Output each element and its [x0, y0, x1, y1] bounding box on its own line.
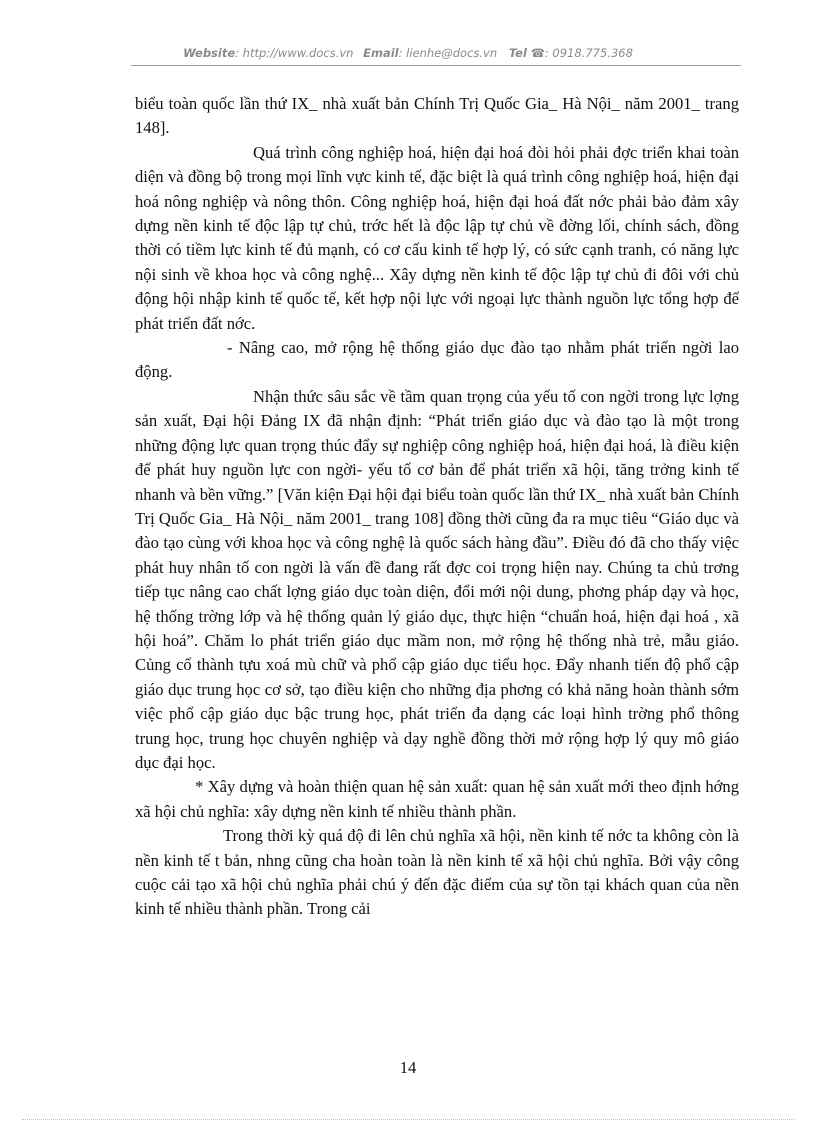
- page-header: [0, 46, 816, 60]
- paragraph: * Xây dựng và hoàn thiện quan hệ sản xuất: quan hệ sản xuất mới theo định hớng xã hội chủ nghĩa: xây dựng nền kinh tế nhiều thành phần.: [135, 777, 739, 821]
- paragraph: biểu toàn quốc lần thứ IX_ nhà xuất bản Chính Trị Quốc Gia_ Hà Nội_ năm 2001_ trang 148].: [135, 94, 739, 138]
- document-body: [135, 92, 739, 922]
- paragraph: Quá trình công nghiệp hoá, hiện đại hoá đòi hỏi phải đợc triển khai toàn diện và đồng bộ trong mọi lĩnh vực kinh tế, đặc biệt là quá trình công nghiệp hoá, hiện đại hoá nông nghiệp và nông thôn. Công nghiệp hoá, hiện đại hoá đất nớc phải bảo đảm xây dựng nền kinh tế độc lập tự chủ, trớc hết là độc lập tự chủ về đờng lối, chính sách, đồng thời có tiềm lực kinh tế đủ mạnh, có cơ cấu kinh tế hợp lý, có sức cạnh tranh, có năng lực nội sinh về khoa học và công nghệ... Xây dựng nền kinh tế độc lập tự chủ đi đôi với chủ động hội nhập kinh tế quốc tế, kết hợp nội lực với ngoại lực thành nguồn lực tổng hợp để phát triển đất nớc.: [135, 142, 739, 333]
- website-value: : http://www.docs.vn: [235, 46, 354, 60]
- paragraph: Trong thời kỳ quá độ đi lên chủ nghĩa xã hội, nền kinh tế nớc ta không còn là nền kinh tế t bản, nhng cũng cha hoàn toàn là nền kinh tế xã hội chủ nghĩa. Bởi vậy công cuộc cải tạo xã hội chủ nghĩa phải chú ý đến đặc điểm của sự tồn tại khách quan của nền kinh tế nhiều thành phần. Trong cải: [135, 826, 739, 919]
- header-divider: [131, 65, 741, 66]
- email-value: : lienhe@docs.vn: [398, 46, 498, 60]
- page-number: 14: [399, 1058, 417, 1077]
- tel-label: Tel: [508, 46, 527, 60]
- email-label: Email: [363, 46, 399, 60]
- tel-value: : 0918.775.368: [544, 46, 633, 60]
- footer-divider: [22, 1119, 794, 1120]
- phone-icon: ☎: [530, 46, 545, 60]
- paragraph: Nhận thức sâu sắc về tầm quan trọng của yếu tố con ngời trong lực lợng sản xuất, Đại hội Đảng IX đã nhận định: “Phát triển giáo dục và đào tạo là một trong những động lực quan trọng thúc đẩy sự nghiệp công nghiệp hoá, hiện đại hoá, là điều kiện để phát huy nguồn lực con ngời- yếu tố cơ bản để phát triển xã hội, tăng trởng kinh tế nhanh và bền vững.” [Văn kiện Đại hội đại biểu toàn quốc lần thứ IX_ nhà xuất bản Chính Trị Quốc Gia_ Hà Nội_ năm 2001_ trang 108] đồng thời cũng đa ra mục tiêu “Giáo dục và đào tạo cùng với khoa học và công nghệ là quốc sách hàng đầu”. Điều đó đã cho thấy việc phát huy nhân tố con ngời là vấn đề đang rất đợc coi trọng hiện nay. Chúng ta chủ trơng tiếp tục nâng cao chất lợng giáo dục toàn diện, đổi mới nội dung, phơng pháp dạy và học, hệ thống trờng lớp và hệ thống quản lý giáo dục, thực hiện “chuẩn hoá, hiện đại hoá , xã hội hoá”. Chăm lo phát triển giáo dục mầm non, mở rộng hệ thống nhà trẻ, mẫu giáo. Củng cố thành tựu xoá mù chữ và phổ cập giáo dục tiểu học. Đẩy nhanh tiến độ phổ cập giáo dục trung học cơ sở, tạo điều kiện cho những địa phơng có khả năng hoàn thành sớm việc phổ cập giáo dục bậc trung học, phát triển đa dạng các loại hình trờng phổ thông trung học, trung học chuyên nghiệp và dạy nghề đồng thời mở rộng hợp lý quy mô giáo dục đại học.: [135, 386, 739, 772]
- website-label: Website: [183, 46, 236, 60]
- paragraph: - Nâng cao, mở rộng hệ thống giáo dục đào tạo nhằm phát triển ngời lao động.: [135, 338, 739, 382]
